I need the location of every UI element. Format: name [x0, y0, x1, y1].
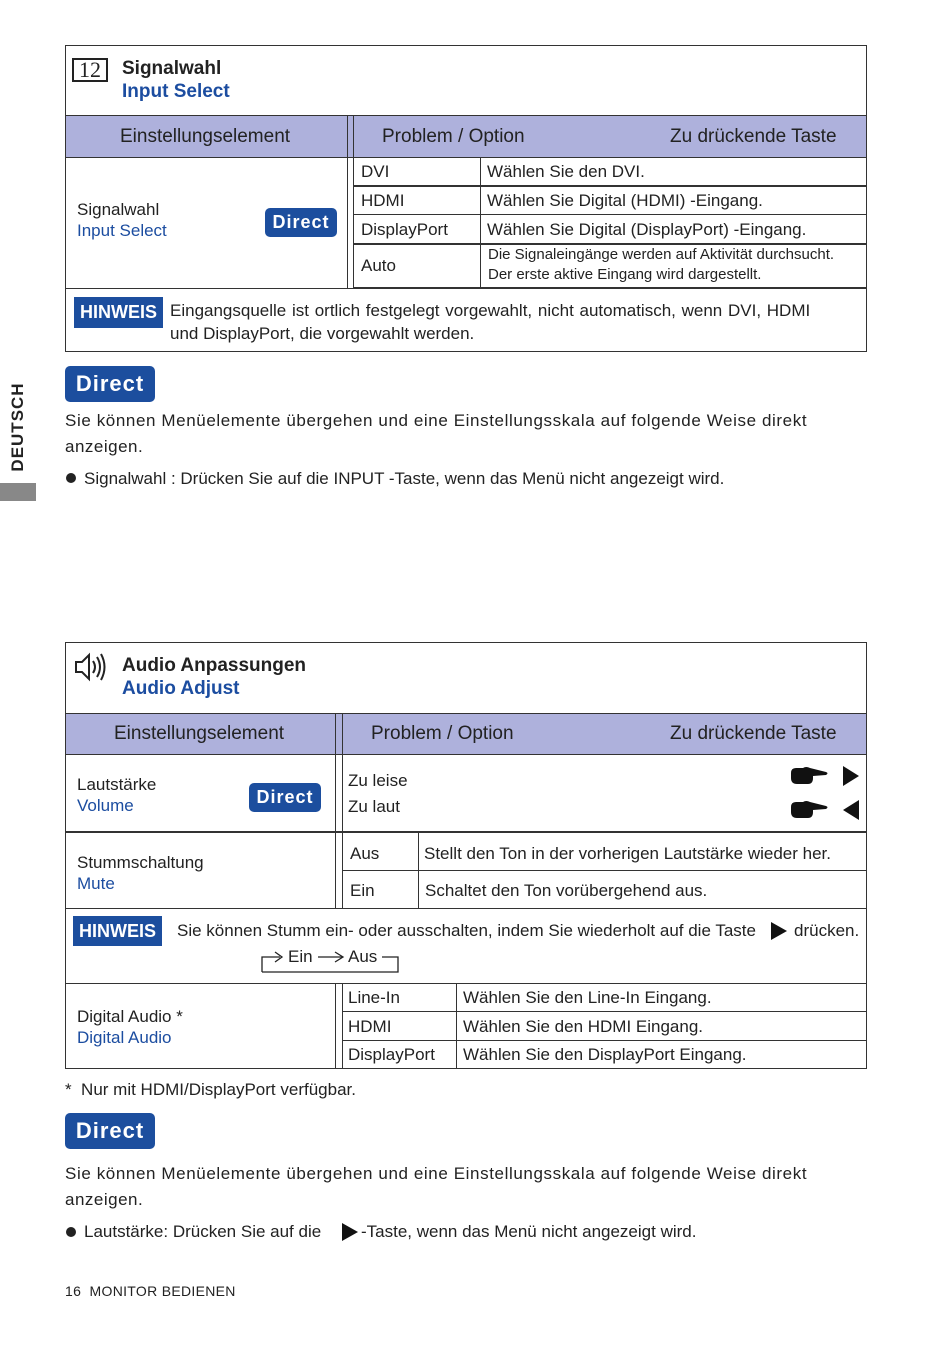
- divider: [354, 185, 866, 187]
- mute-label-de: Stummschaltung: [77, 853, 204, 872]
- divider: [343, 1040, 866, 1041]
- note-text: Sie können Stumm ein- oder ausschalten, indem Sie wiederholt auf die Taste: [177, 921, 756, 940]
- menu-number-icon: 12: [72, 58, 108, 82]
- mute-label-en: Mute: [77, 874, 115, 893]
- direct-heading-badge: Direct: [65, 1113, 155, 1149]
- bullet-icon: [66, 1227, 76, 1237]
- language-tab: [0, 371, 36, 501]
- divider: [354, 243, 866, 245]
- divider: [335, 714, 336, 908]
- direct-paragraph: Sie können Menüelemente übergehen und eine Einstellungsskala auf folgende Weise direkt: [65, 411, 808, 430]
- header-problem: Problem / Option: [371, 723, 514, 744]
- divider: [65, 908, 867, 909]
- footnote: * Nur mit HDMI/DisplayPort verfügbar.: [65, 1080, 356, 1099]
- pointing-hand-icon: [789, 798, 829, 822]
- item-label-de: Signalwahl: [77, 200, 160, 219]
- divider: [65, 983, 867, 984]
- divider: [480, 158, 481, 288]
- option-name: HDMI: [361, 191, 405, 210]
- option-desc: Die Signaleingänge werden auf Aktivität durchsucht.: [488, 246, 835, 263]
- item-label-en: Input Select: [77, 221, 167, 240]
- divider: [456, 984, 457, 1068]
- cycle-diagram-lines: [258, 946, 404, 974]
- right-triangle-icon: [770, 921, 788, 941]
- hinweis-badge: HINWEIS: [73, 916, 162, 946]
- header-key: Zu drückende Taste: [670, 126, 837, 147]
- option-desc: Wählen Sie Digital (DisplayPort) -Eingang.: [487, 220, 807, 239]
- page-footer: 16 MONITOR BEDIENEN: [65, 1283, 236, 1299]
- divider: [343, 870, 866, 871]
- too-loud-text: Zu laut: [348, 797, 400, 816]
- option-desc: Schaltet den Ton vorübergehend aus.: [425, 881, 708, 900]
- speaker-icon: [73, 651, 107, 683]
- bullet-text: Lautstärke: Drücken Sie auf die: [84, 1222, 322, 1241]
- direct-badge: Direct: [265, 208, 337, 237]
- input-select-title-de: Signalwahl: [122, 58, 222, 79]
- bullet-icon: [66, 473, 76, 483]
- digital-audio-label-en: Digital Audio: [77, 1028, 172, 1047]
- volume-label-de: Lautstärke: [77, 775, 157, 794]
- divider: [65, 288, 867, 289]
- note-text: und DisplayPort, die vorgewahlt werden.: [170, 324, 475, 343]
- language-tab-marker: [0, 483, 36, 501]
- direct-paragraph: Sie können Menüelemente übergehen und eine Einstellungsskala auf folgende Weise direkt: [65, 1164, 808, 1183]
- option-desc: Wählen Sie den Line-In Eingang.: [463, 988, 712, 1007]
- divider: [65, 157, 867, 158]
- option-name: HDMI: [348, 1017, 392, 1036]
- option-name: DisplayPort: [348, 1045, 435, 1064]
- divider: [347, 116, 348, 288]
- too-quiet-text: Zu leise: [348, 771, 408, 790]
- divider: [65, 754, 867, 755]
- option-desc: Wählen Sie den DVI.: [487, 162, 645, 181]
- audio-title-en: Audio Adjust: [122, 678, 240, 699]
- option-name: Ein: [350, 881, 375, 900]
- option-name: DisplayPort: [361, 220, 448, 239]
- divider: [65, 831, 867, 833]
- option-desc: Wählen Sie Digital (HDMI) -Eingang.: [487, 191, 763, 210]
- divider: [353, 116, 354, 288]
- divider: [354, 214, 866, 215]
- option-desc: Wählen Sie den HDMI Eingang.: [463, 1017, 704, 1036]
- volume-label-en: Volume: [77, 796, 134, 815]
- option-desc: Stellt den Ton in der vorherigen Lautstärke wieder her.: [424, 844, 831, 863]
- cycle-on-label: Ein: [288, 947, 313, 966]
- option-name: Auto: [361, 256, 396, 275]
- note-text: drücken.: [794, 921, 860, 940]
- direct-badge: Direct: [249, 783, 321, 812]
- divider: [342, 714, 343, 908]
- digital-audio-label-de: Digital Audio *: [77, 1007, 183, 1026]
- pointing-hand-icon: [789, 764, 829, 788]
- left-triangle-icon: [842, 799, 860, 821]
- hinweis-badge: HINWEIS: [74, 297, 163, 328]
- bullet-text: -Taste, wenn das Menü nicht angezeigt wird.: [361, 1222, 697, 1241]
- note-text: Eingangsquelle ist ortlich festgelegt vorgewahlt, nicht automatisch, wenn DVI, HDMI: [170, 301, 811, 320]
- option-desc: Wählen Sie den DisplayPort Eingang.: [463, 1045, 747, 1064]
- language-label: DEUTSCH: [8, 382, 27, 472]
- header-element: Einstellungselement: [114, 723, 285, 744]
- header-element: Einstellungselement: [120, 126, 291, 147]
- direct-paragraph: anzeigen.: [65, 437, 144, 456]
- right-triangle-icon: [341, 1222, 359, 1242]
- right-triangle-icon: [842, 765, 860, 787]
- header-problem: Problem / Option: [382, 126, 525, 147]
- divider: [342, 984, 343, 1068]
- header-key: Zu drückende Taste: [670, 723, 837, 744]
- option-name: DVI: [361, 162, 390, 181]
- option-desc: Der erste aktive Eingang wird dargestellt.: [488, 266, 762, 283]
- cycle-off-label: Aus: [348, 947, 378, 966]
- input-select-title-en: Input Select: [122, 81, 230, 102]
- bullet-text: Signalwahl : Drücken Sie auf die INPUT -Taste, wenn das Menü nicht angezeigt wird.: [84, 469, 725, 488]
- direct-heading-badge: Direct: [65, 366, 155, 402]
- divider: [343, 1011, 866, 1012]
- option-name: Aus: [350, 844, 380, 863]
- direct-paragraph: anzeigen.: [65, 1190, 144, 1209]
- audio-title-de: Audio Anpassungen: [122, 655, 307, 676]
- option-name: Line-In: [348, 988, 400, 1007]
- divider: [335, 984, 336, 1068]
